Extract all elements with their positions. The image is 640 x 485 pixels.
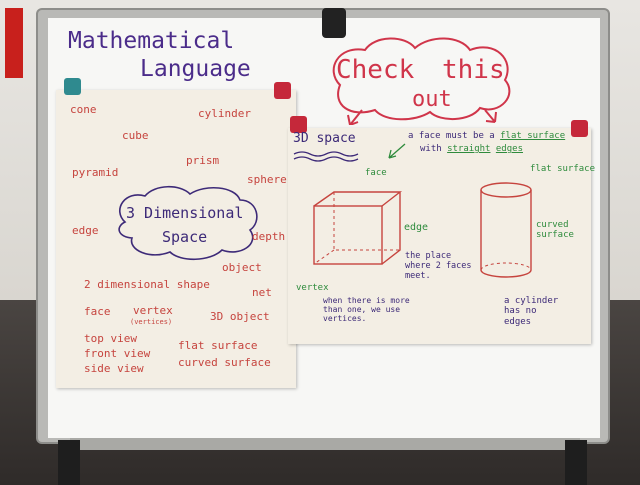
word-object: object <box>222 261 262 274</box>
dimensional-space-cloud <box>110 182 262 262</box>
teal-magnet <box>64 78 81 95</box>
word-net: net <box>252 286 272 299</box>
label-face: face <box>365 168 387 178</box>
red-wall-panel <box>5 8 23 78</box>
note-top-line1: a face must be a flat surface <box>408 131 566 141</box>
board-title-line1: Mathematical <box>68 28 235 54</box>
word-side-view: side view <box>84 362 144 375</box>
word-3d-object: 3D object <box>210 310 270 323</box>
marker-tray <box>70 438 580 450</box>
callout-word-check: Check <box>336 55 415 85</box>
callout-word-out: out <box>412 87 452 112</box>
cube-drawing <box>310 188 405 270</box>
cloud-label-line1: 3 Dimensional <box>126 204 244 222</box>
label-edge: edge <box>404 222 429 233</box>
word-flat-surface: flat surface <box>178 339 258 352</box>
label-cylinder-note: a cylinder has no edges <box>504 296 559 327</box>
cloud-label-line2: Space <box>162 228 208 246</box>
right-chart-heading: 3D space <box>293 131 356 146</box>
board-title-line2: Language <box>140 56 251 82</box>
word-depth: depth <box>252 230 286 243</box>
word-prism: prism <box>186 154 220 167</box>
word-cone: cone <box>70 103 97 116</box>
word-face: face <box>84 305 111 318</box>
board-stand-left <box>58 440 80 485</box>
word-vertex: vertex <box>133 304 173 317</box>
word-vertices: (vertices) <box>130 318 173 326</box>
heading-squiggle <box>292 150 362 162</box>
cylinder-drawing <box>476 180 538 284</box>
label-place: the place where 2 faces meet. <box>405 251 472 281</box>
red-magnet-left <box>274 82 291 99</box>
word-2d-shape: 2 dimensional shape <box>84 278 210 291</box>
label-flat-surface: flat surface <box>530 164 596 174</box>
word-pyramid: pyramid <box>72 166 119 179</box>
note-top-line2: with straight edges <box>420 144 523 154</box>
word-cube: cube <box>122 129 149 142</box>
board-stand-right <box>565 440 587 485</box>
word-front-view: front view <box>84 347 151 360</box>
label-curved-surface: curved surface <box>536 220 574 241</box>
note-arrow <box>385 142 409 162</box>
word-edge: edge <box>72 224 99 237</box>
word-top-view: top view <box>84 332 137 345</box>
label-vertex: vertex <box>296 283 329 293</box>
word-sphere: sphere <box>247 173 287 186</box>
red-magnet-right <box>571 120 588 137</box>
callout-word-this: this <box>442 55 505 85</box>
label-vertices-note: when there is more than one, we use vertices. <box>323 296 410 324</box>
word-cylinder: cylinder <box>198 107 251 120</box>
word-curved-surface: curved surface <box>178 356 271 369</box>
